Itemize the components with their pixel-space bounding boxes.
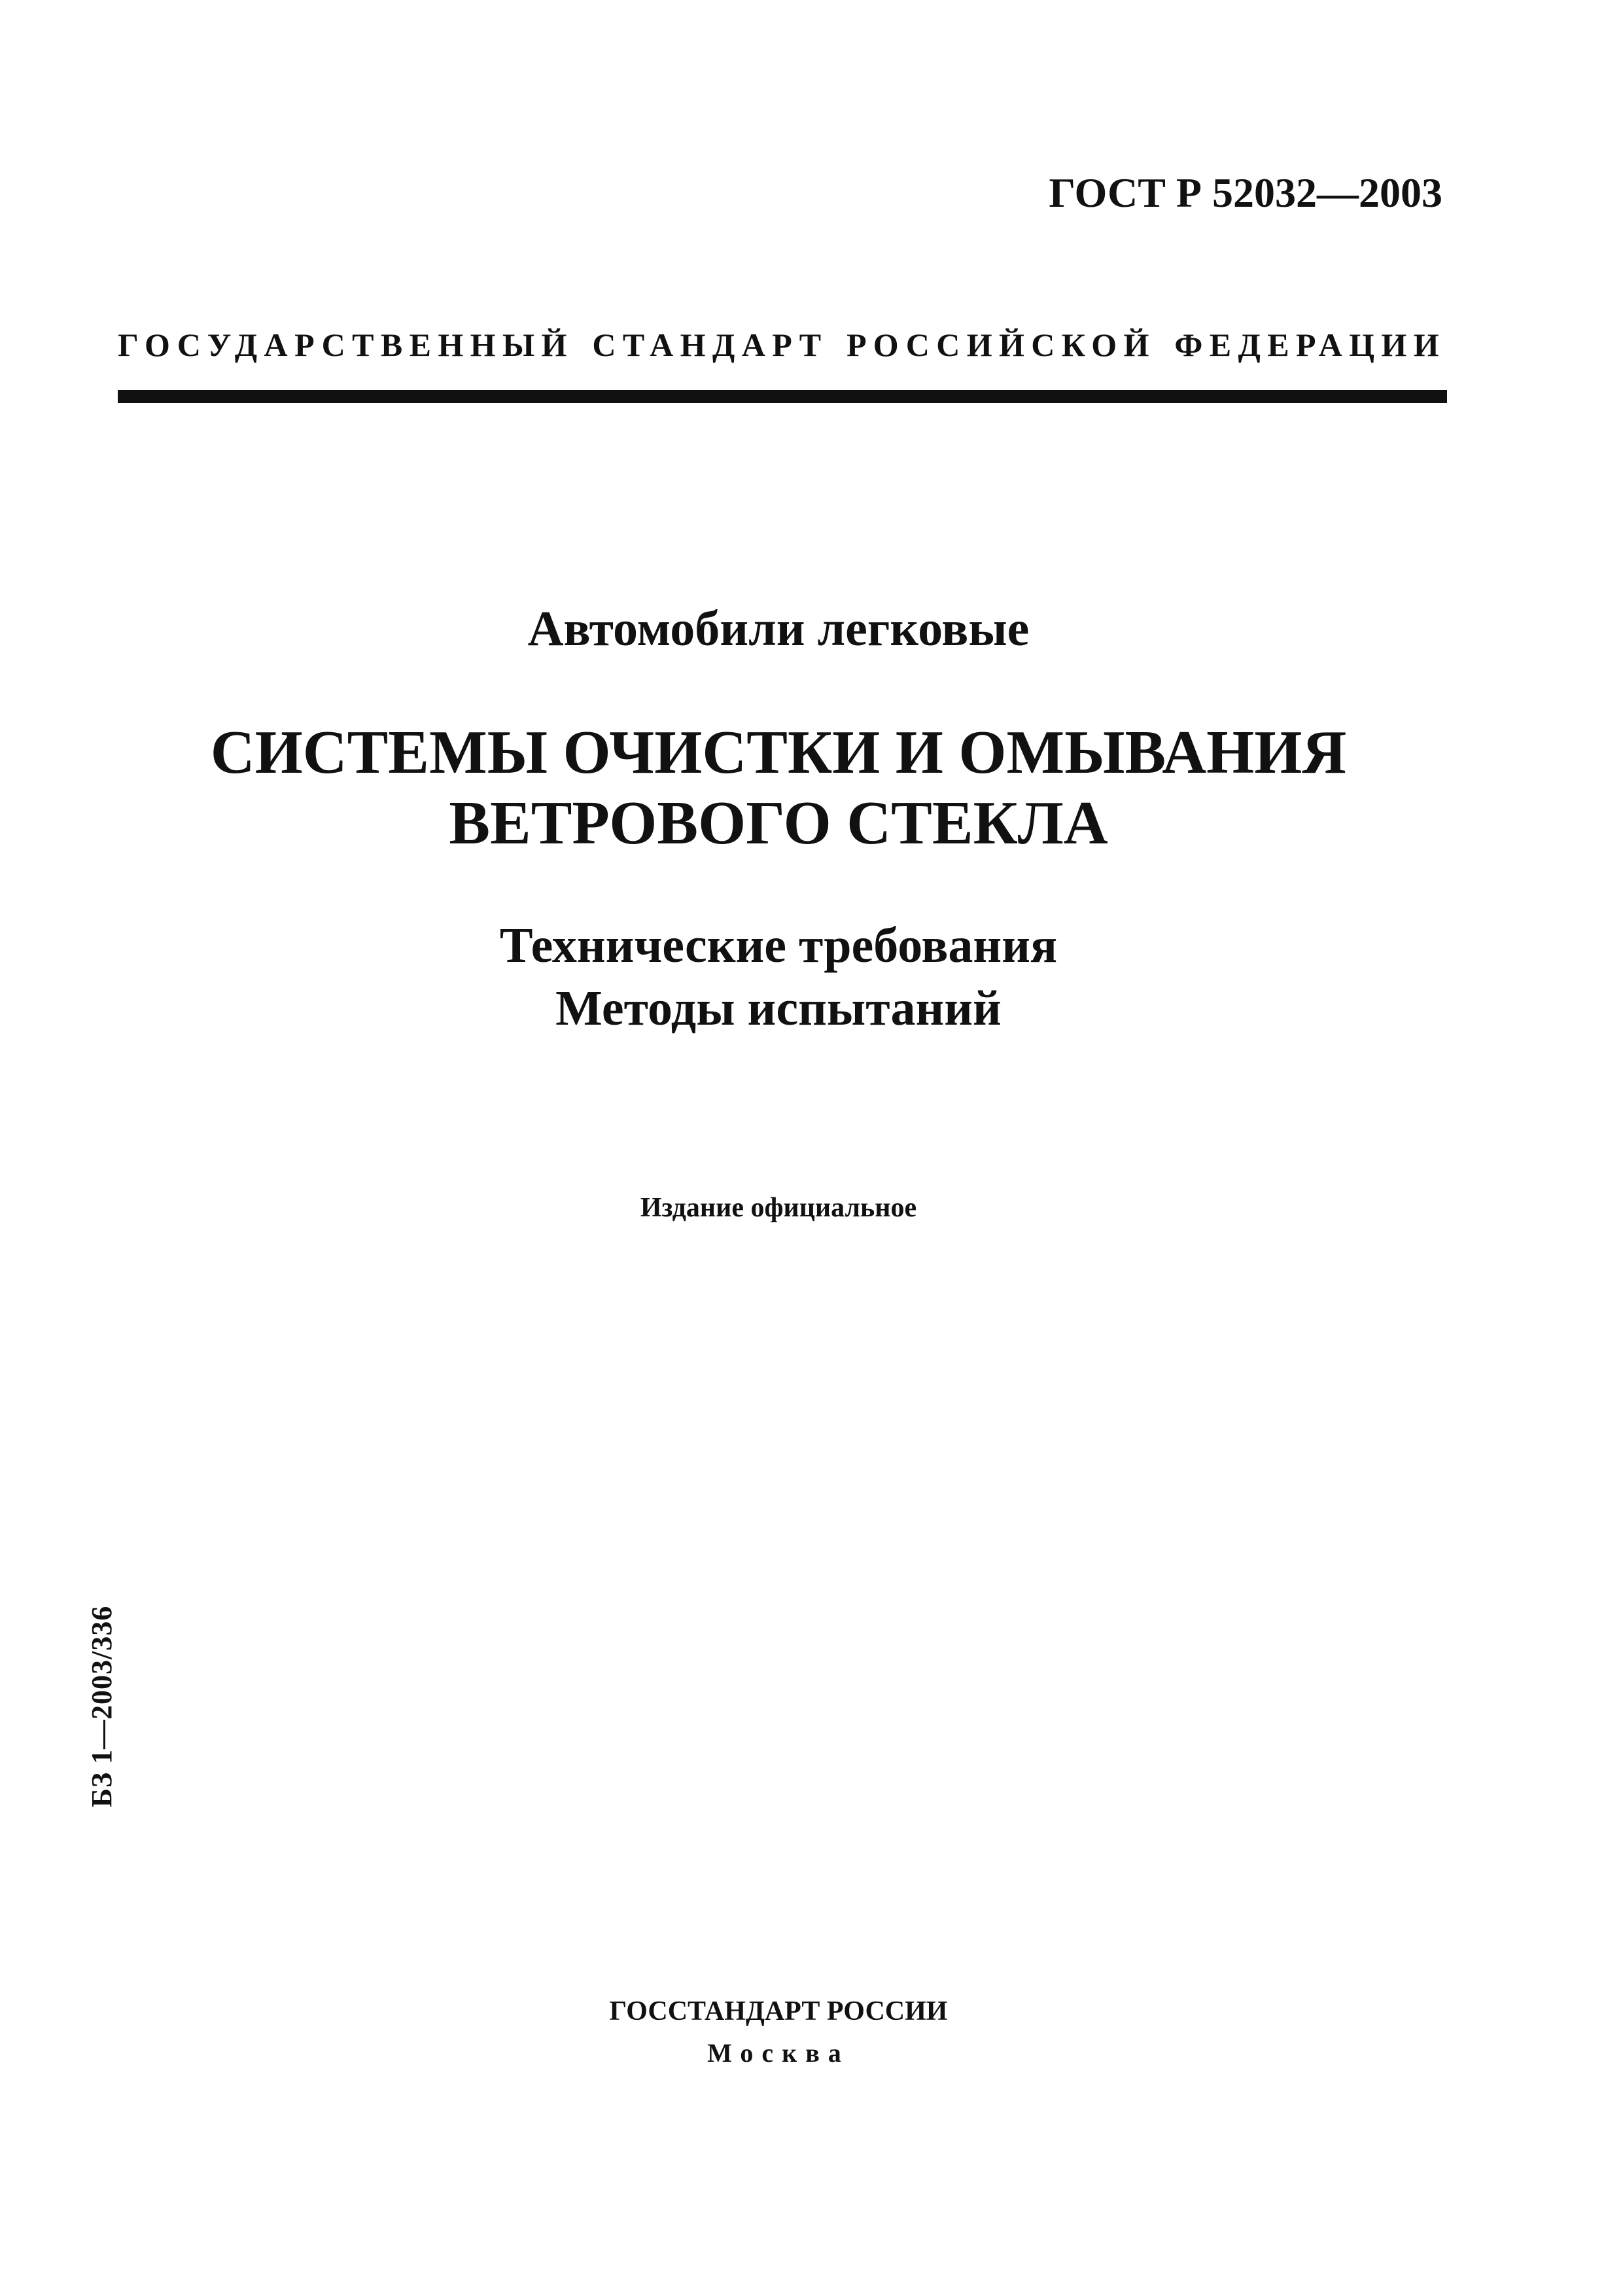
catalog-number-text: БЗ 1—2003/336 <box>86 1605 118 1808</box>
edition-label: Издание официальное <box>640 1193 917 1223</box>
document-subject: Автомобили легковые <box>527 601 1030 656</box>
publication-city: Москва <box>707 2038 850 2068</box>
header-divider <box>118 390 1447 403</box>
publisher: ГОССТАНДАРТ РОССИИ <box>609 1996 948 2026</box>
document-title-line-1: СИСТЕМЫ ОЧИСТКИ И ОМЫВАНИЯ <box>210 718 1347 786</box>
document-subtitle-line-1: Технические требования <box>499 918 1058 973</box>
document-header: ГОСУДАРСТВЕННЫЙ СТАНДАРТ РОССИЙСКОЙ ФЕДЕРАЦИИ <box>118 327 1446 363</box>
standard-number: ГОСТ Р 52032—2003 <box>1049 169 1442 216</box>
document-title-line-2: ВЕТРОВОГО СТЕКЛА <box>449 789 1108 857</box>
document-subtitle-line-2: Методы испытаний <box>555 981 1002 1036</box>
